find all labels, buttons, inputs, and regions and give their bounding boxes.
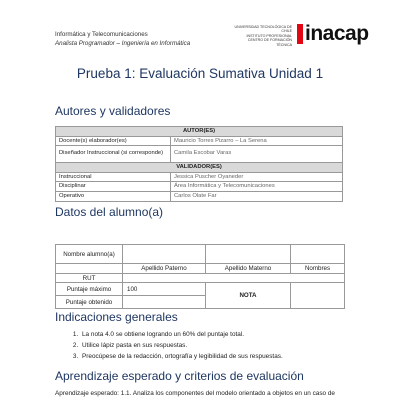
puntaje-obtenido-label: Puntaje obtenido bbox=[56, 296, 123, 309]
nota-label: NOTA bbox=[206, 283, 291, 309]
puntaje-max-value: 100 bbox=[123, 283, 206, 296]
list-item: 2. Utilice lápiz pasta en sus respuestas. bbox=[80, 341, 283, 352]
table-cell-value: Carlos Olate Far bbox=[171, 191, 343, 201]
list-item: 3. Preocúpese de la redacción, ortografía y legibilidad de sus respuestas. bbox=[80, 352, 283, 363]
section-heading-datos: Datos del alumno(a) bbox=[55, 205, 164, 219]
col-nombres: Nombres bbox=[291, 264, 345, 274]
col-apellido-paterno: Apellido Paterno bbox=[123, 264, 206, 274]
empty-cell bbox=[56, 264, 123, 274]
inacap-logo bbox=[297, 22, 369, 46]
logo-red-bar bbox=[297, 24, 303, 44]
section-heading-indicaciones: Indicaciones generales bbox=[55, 310, 178, 324]
university-caption bbox=[232, 25, 292, 47]
section-heading-autores: Autores y validadores bbox=[55, 104, 171, 118]
header-career-text: Analista Programador – Ingeniería en Informática bbox=[55, 39, 191, 47]
table-cell-value: Camila Escobar Varas bbox=[171, 146, 343, 163]
autores-header: AUTOR(ES) bbox=[56, 127, 343, 137]
table-cell-value: Mauricio Torres Pizarro – La Serena bbox=[171, 136, 343, 146]
university-line: CENTRO DE FORMACIÓN TÉCNICA bbox=[247, 38, 292, 47]
col-apellido-materno: Apellido Materno bbox=[206, 264, 291, 274]
rut-label: RUT bbox=[56, 274, 123, 283]
logo-text: inacap bbox=[305, 22, 369, 45]
section-heading-aprendizaje: Aprendizaje esperado y criterios de evaluación bbox=[55, 369, 304, 383]
list-item: 1. La nota 4.0 se obtiene logrando un 60% del puntaje total. bbox=[80, 330, 283, 341]
validadores-header: VALIDADOR(ES) bbox=[56, 163, 343, 173]
apellido-materno-field[interactable] bbox=[206, 245, 291, 264]
puntaje-max-label: Puntaje máximo bbox=[56, 283, 123, 296]
table-cell-label: Disciplinar bbox=[56, 182, 171, 192]
table-cell-label: Instruccional bbox=[56, 172, 171, 182]
table-cell-label: Diseñador Instruccional (si corresponde) bbox=[56, 146, 171, 163]
table-cell-value: Área Informática y Telecomunicaciones bbox=[171, 182, 343, 192]
apellido-paterno-field[interactable] bbox=[123, 245, 206, 264]
table-cell-label: Operativo bbox=[56, 191, 171, 201]
header-area-text: Informática y Telecomunicaciones bbox=[55, 31, 148, 38]
indicaciones-list bbox=[66, 330, 283, 362]
name-label: Nombre alumno(a) bbox=[56, 245, 123, 264]
header-program-info bbox=[55, 31, 190, 48]
puntaje-obtenido-field[interactable] bbox=[123, 296, 206, 309]
aprendizaje-paragraph: Aprendizaje esperado: 1.1. Analiza los componentes del modelo orientado a objetos en un caso de bbox=[55, 390, 335, 397]
student-data-table bbox=[55, 244, 345, 309]
authors-table bbox=[55, 126, 343, 202]
rut-field[interactable] bbox=[123, 274, 345, 283]
table-cell-value: Jessica Puscher Oyaneder bbox=[171, 172, 343, 182]
page-title: Prueba 1: Evaluación Sumativa Unidad 1 bbox=[76, 66, 324, 81]
university-line: UNIVERSIDAD TECNOLÓGICA DE CHILE bbox=[234, 25, 292, 34]
table-cell-label: Docente(s) elaborador(es) bbox=[56, 136, 171, 146]
nota-field[interactable] bbox=[291, 283, 345, 309]
nombres-field[interactable] bbox=[291, 245, 345, 264]
university-line: INSTITUTO PROFESIONAL bbox=[246, 33, 292, 38]
